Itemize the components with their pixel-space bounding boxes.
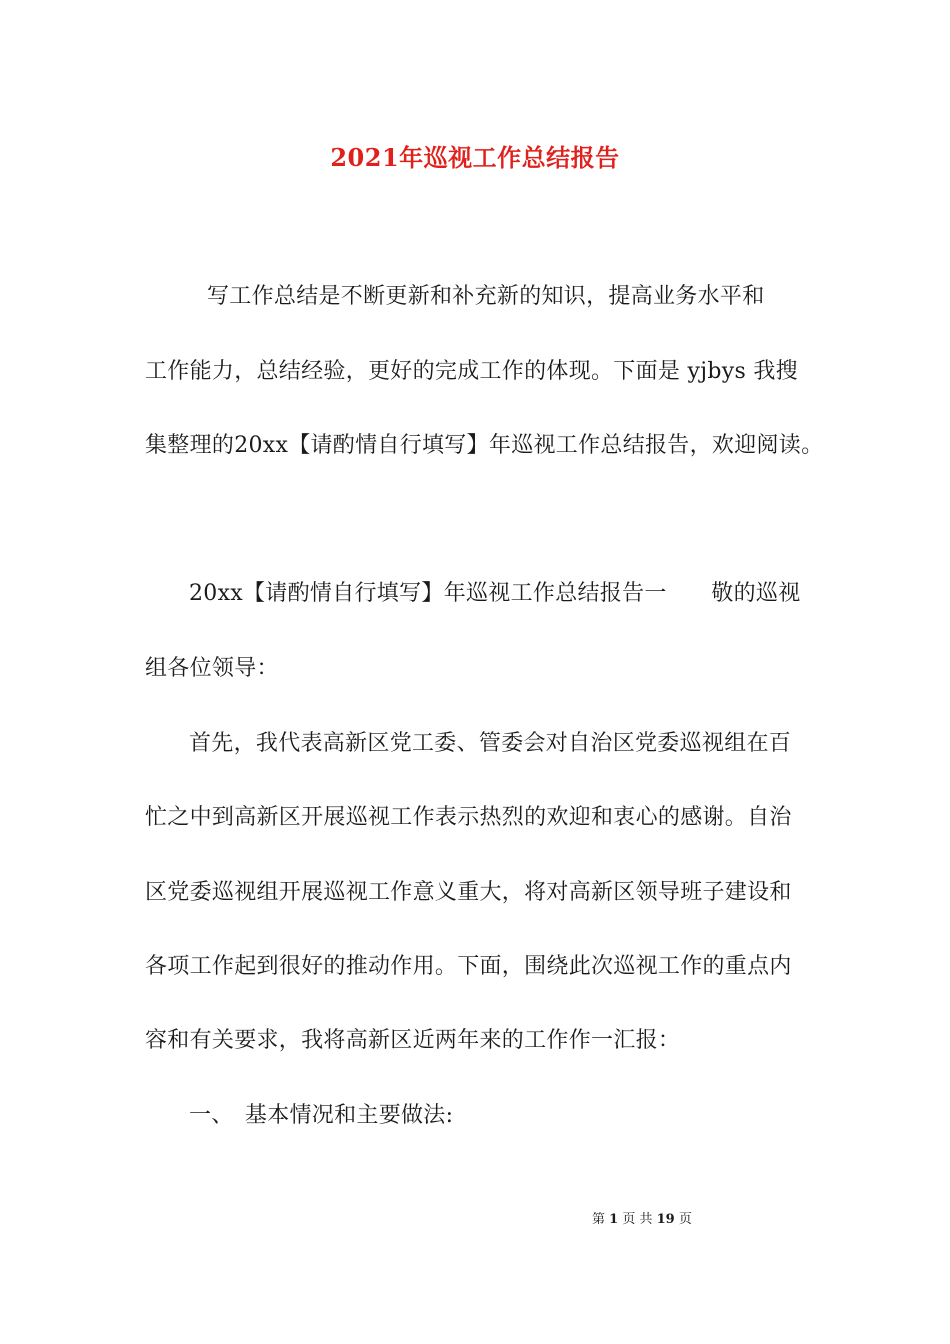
page-footer [592,1208,692,1227]
paragraph-line: 首先，我代表高新区党工委、管委会对自治区党委巡视组在百 [189,731,792,756]
paragraph-line: 各项工作起到很好的推动作用。下面，围绕此次巡视工作的重点内 [145,954,792,979]
paragraph-line: 区党委巡视组开展巡视工作意义重大，将对高新区领导班子建设和 [145,880,792,905]
paragraph-line: 写工作总结是不断更新和补充新的知识，提高业务水平和 [207,284,765,309]
footer-prefix: 第 [592,1212,606,1227]
footer-middle: 页 共 [622,1212,653,1227]
paragraph-line: 忙之中到高新区开展巡视工作表示热烈的欢迎和衷心的感谢。自治 [145,805,792,830]
footer-suffix: 页 [678,1212,692,1227]
footer-total-pages: 19 [656,1212,675,1227]
footer-page-number: 1 [609,1212,619,1227]
paragraph-line: 工作能力，总结经验，更好的完成工作的体现。下面是 yjbys 我搜 [145,359,798,384]
paragraph-line: 集整理的20xx【请酌情自行填写】年巡视工作总结报告，欢迎阅读。 [145,433,824,458]
document-title: 2021年巡视工作总结报告 [330,143,620,172]
paragraph-line: 容和有关要求，我将高新区近两年来的工作作一汇报： [145,1028,681,1053]
paragraph-line: 组各位领导： [145,656,279,681]
section-heading: 一、 基本情况和主要做法: [189,1103,454,1128]
paragraph-line: 20xx【请酌情自行填写】年巡视工作总结报告一 敬的巡视 [189,581,801,606]
